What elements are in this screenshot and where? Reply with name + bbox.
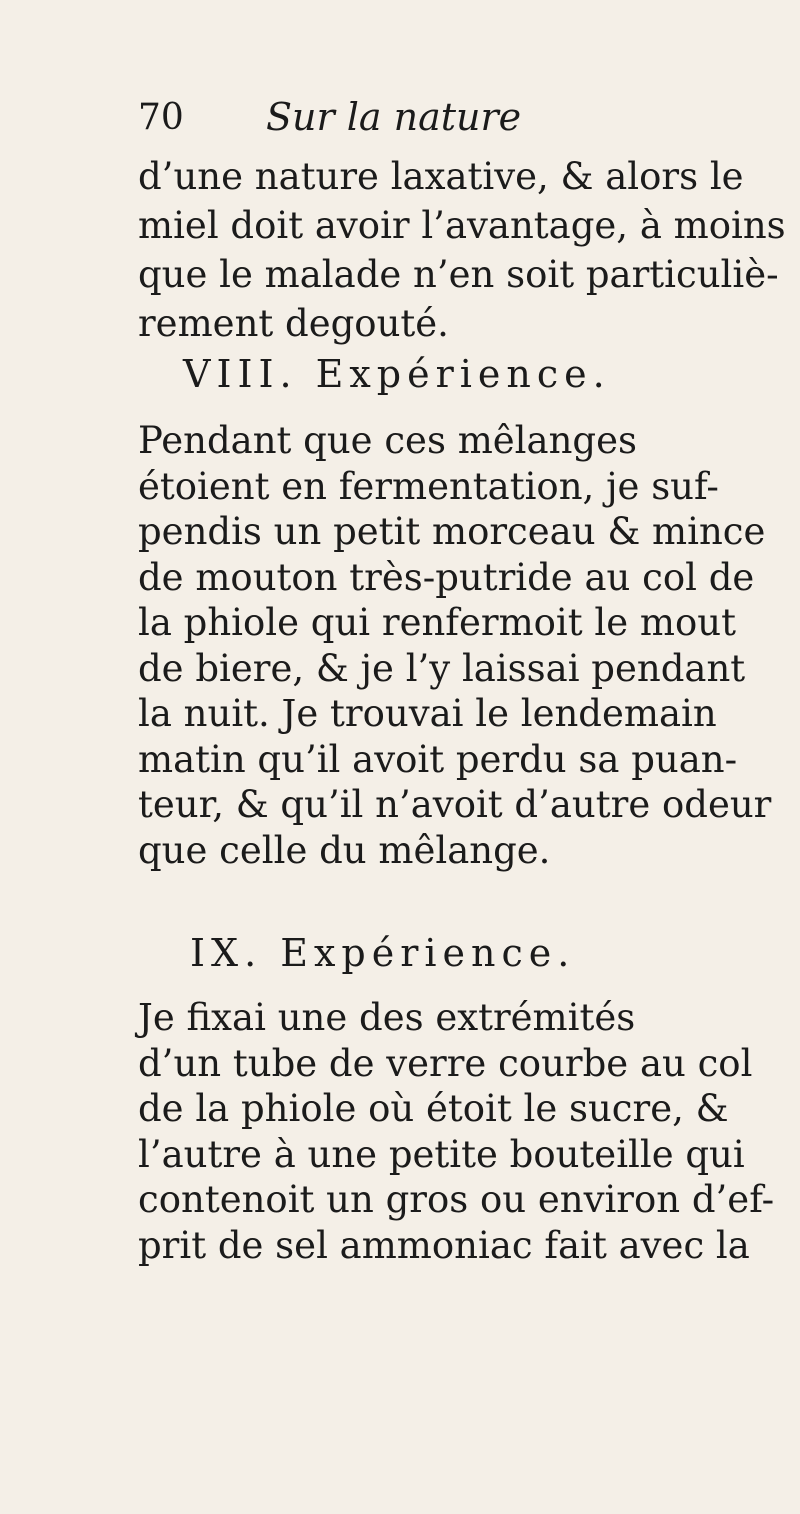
page-number: 70 [138, 97, 184, 138]
text-line: d’une nature laxative, & alors le [138, 155, 744, 198]
running-head: Sur la nature [266, 95, 522, 139]
page-header [138, 95, 760, 145]
text-line: la phiole qui renfermoit le mout [138, 601, 736, 644]
text-line: Pendant que ces mêlanges [138, 419, 637, 462]
text-line: matin qu’il avoit perdu sa puan- [138, 737, 738, 781]
section-viii-paragraph [138, 418, 788, 873]
text-line: de biere, & je l’y laissai pendant [138, 646, 746, 690]
text-line: Je fixai une des extrémités [138, 996, 636, 1039]
text-line: que le malade n’en soit particuliè- [138, 253, 779, 296]
text-line: rement degouté. [138, 302, 449, 345]
text-line: de mouton très-putride au col de [138, 555, 755, 599]
text-line: d’un tube de verre courbe au col [138, 1041, 753, 1085]
text-line: la nuit. Je trouvai le lendemain [138, 692, 717, 735]
text-line: de la phiole où étoit le sucre, & [138, 1087, 729, 1130]
text-line: l’autre à une petite bouteille qui [138, 1132, 745, 1176]
text-line: contenoit un gros ou environ d’ef- [138, 1178, 775, 1221]
section-heading-ix: IX. Expérience. [190, 931, 576, 975]
text-line: étoient en fermentation, je suf- [138, 464, 719, 508]
text-line: que celle du mêlange. [138, 828, 551, 872]
text-line: pendis un petit morceau & mince [138, 510, 766, 553]
text-line: prit de sel ammoniac fait avec la [138, 1223, 750, 1267]
intro-paragraph [138, 152, 788, 348]
text-line: teur, & qu’il n’avoit d’autre odeur [138, 783, 772, 826]
section-ix-paragraph [138, 995, 788, 1268]
section-heading-viii: VIII. Expérience. [183, 352, 611, 396]
text-line: miel doit avoir l’avantage, à moins [138, 204, 786, 247]
